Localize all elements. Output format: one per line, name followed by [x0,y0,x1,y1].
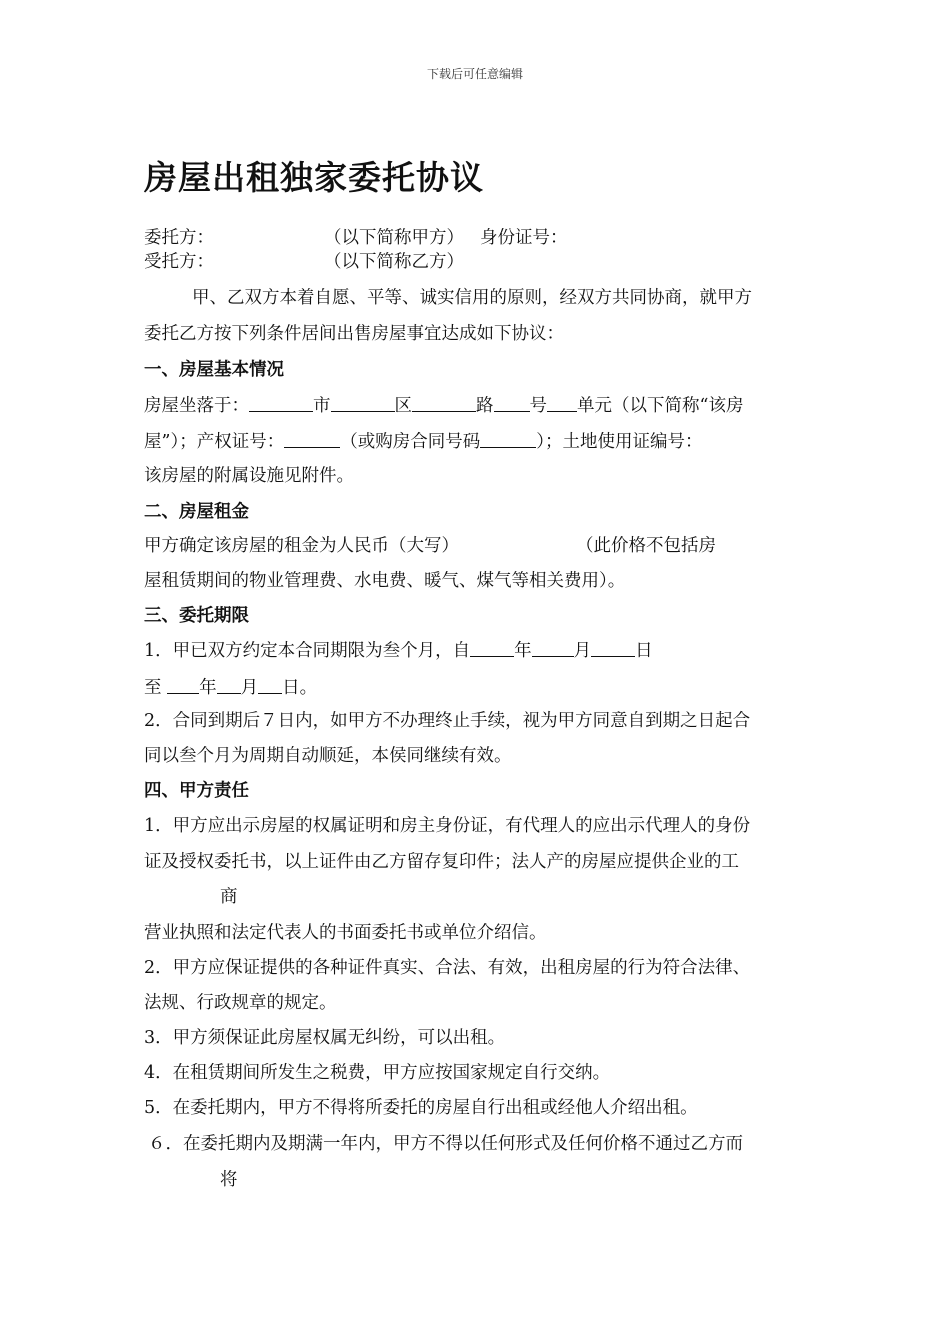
district-text: 区 [394,396,412,416]
end-day-text: 日。 [282,678,318,698]
duty-6-line-2: 将 [220,1170,238,1190]
client-label: 委托方： [144,228,214,248]
intro-line-1: 甲、乙双方本着自愿、平等、诚实信用的原则，经双方共同协商，就甲方 [192,288,752,308]
section-1-facilities: 该房屋的附属设施见附件。 [144,466,354,486]
section-1-cert-line [144,431,702,452]
land-cert-label: ）；土地使用证编号： [536,432,703,452]
month-text: 月 [573,641,592,661]
section-4-heading: 四、甲方责任 [144,781,249,801]
road-blank [412,395,476,412]
client-line [144,228,568,248]
end-month-blank [217,677,241,694]
document-title: 房屋出租独家委托协议 [144,158,484,197]
client-note: （以下简称甲方） [324,228,464,248]
start-day-blank [591,640,635,657]
section-3-heading: 三、委托期限 [144,606,249,626]
intro-line-2: 委托乙方按下列条件居间出售房屋事宜达成如下协议： [144,324,564,344]
duty-5: 5．在委托期内，甲方不得将所委托的房屋自行出租或经他人介绍出租。 [144,1098,698,1118]
number-text: 号 [529,396,547,416]
term-start-line [144,640,653,661]
section-2-fees-line: 屋租赁期间的物业管理费、水电费、暖气、煤气等相关费用）。 [144,571,626,591]
duty-1-line-2: 证及授权委托书，以上证件由乙方留存复印件；法人产的房屋应提供企业的工 [144,852,739,872]
district-blank [331,395,395,412]
duty-4: 4．在租赁期间所发生之税费，甲方应按国家规定自行交纳。 [144,1063,611,1083]
duty-2-line-1: 2．甲方应保证提供的各种证件真实、合法、有效，出租房屋的行为符合法律、 [144,958,751,978]
id-label: 身份证号： [480,228,568,248]
duty-6-line-1: ６．在委托期内及期满一年内，甲方不得以任何形式及任何价格不通过乙方而 [148,1134,743,1154]
duty-1-line-1: 1．甲方应出示房屋的权属证明和房主身份证，有代理人的应出示代理人的身份 [144,816,751,836]
end-day-blank [258,677,282,694]
renewal-line-2: 同以叁个月为周期自动顺延，本侯同继续有效。 [144,746,512,766]
contract-label: （或购房合同号码 [340,432,481,452]
start-year-blank [470,640,514,657]
end-year-blank [167,677,199,694]
unit-blank [547,395,577,412]
section-1-address-line [144,395,743,416]
duty-1-line-3: 商 [220,887,238,907]
page-header: 下载后可任意编辑 [426,67,523,81]
address-label: 房屋坐落于： [144,396,249,416]
term-text: 1．甲已双方约定本合同期限为叁个月，自 [144,641,471,661]
duty-2-line-2: 法规、行政规章的规定。 [144,993,337,1013]
end-year-text: 年 [199,678,217,698]
agent-note: （以下简称乙方） [324,252,464,272]
day-text: 日 [635,641,653,661]
agent-line [144,252,464,272]
unit-text: 单元（以下简称“该房 [577,396,744,416]
city-blank [249,395,313,412]
cert-label: 屋”）；产权证号： [144,432,285,452]
term-end-line [144,677,317,698]
section-2-rent-line [144,536,716,556]
end-month-text: 月 [240,678,259,698]
city-text: 市 [313,396,331,416]
section-2-heading: 二、房屋租金 [144,502,249,522]
contract-blank [480,431,536,448]
road-text: 路 [476,396,494,416]
duty-1-line-4: 营业执照和法定代表人的书面委托书或单位介绍信。 [144,923,547,943]
renewal-line-1: 2．合同到期后７日内，如甲方不办理终止手续，视为甲方同意自到期之日起合 [144,711,751,731]
rent-text: 甲方确定该房屋的租金为人民币（大写） [144,536,459,556]
section-1-heading: 一、房屋基本情况 [144,360,284,380]
rent-exclusion-text: （此价格不包括房 [576,536,716,556]
start-month-blank [532,640,574,657]
agent-label: 受托方： [144,252,214,272]
year-text: 年 [514,641,532,661]
to-text: 至 [144,678,168,698]
cert-blank [284,431,340,448]
number-blank [494,395,530,412]
duty-3: 3．甲方须保证此房屋权属无纠纷，可以出租。 [144,1028,506,1048]
